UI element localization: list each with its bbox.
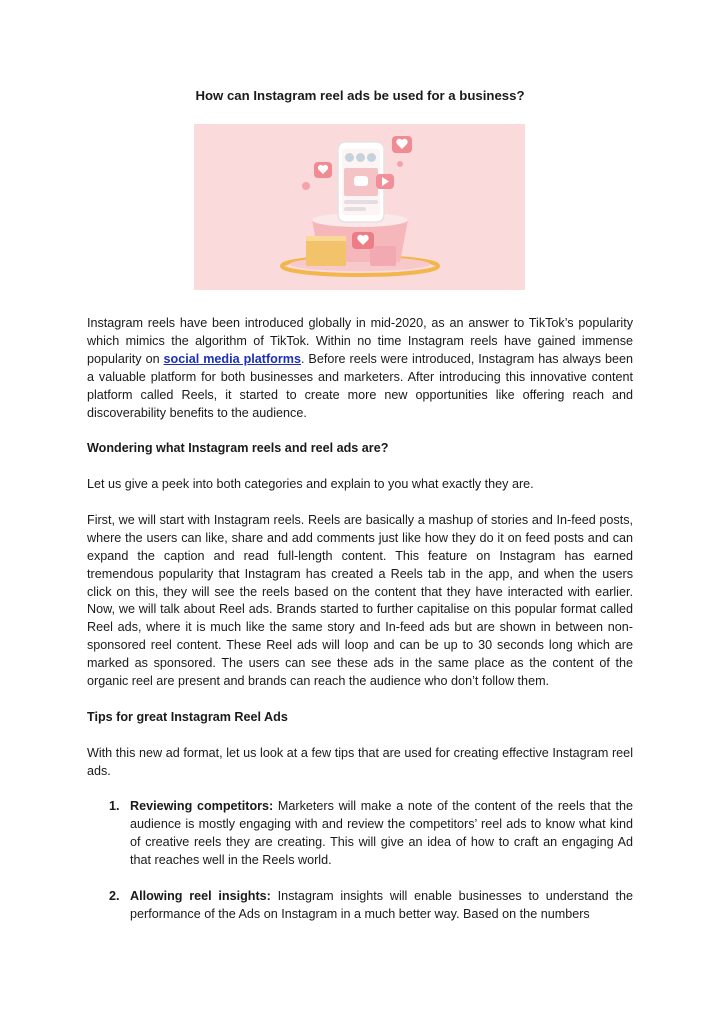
hero-svg: [194, 124, 525, 290]
tip-number: 2.: [109, 888, 120, 903]
pink-box-right: [370, 246, 396, 266]
tips-list: [109, 798, 633, 923]
section-heading-tips: Tips for great Instagram Reel Ads: [87, 709, 288, 724]
play-icon: [376, 174, 394, 189]
tip-title: Reviewing competitors:: [130, 799, 274, 814]
chat-heart-icon: [352, 232, 374, 249]
article-body: [87, 315, 633, 924]
intro-text-after: . Before reels were introduced, Instagram has always been a valuable platform for both businesses and marketers. After introducing this innovative content platform called Reels, it started to create more new opportunities like offering reach and discoverability benefits to the audience.: [87, 351, 633, 420]
peek-paragraph: Let us give a peek into both categories and explain to you what exactly they are.: [87, 477, 534, 492]
tip-item: [109, 888, 633, 924]
intro-paragraph: [87, 315, 633, 422]
tip-number: 1.: [109, 799, 120, 814]
tip-title: Allowing reel insights:: [130, 888, 271, 903]
hero-illustration: [194, 124, 525, 290]
page-title: How can Instagram reel ads be used for a business?: [195, 88, 525, 103]
social-media-platforms-link[interactable]: social media platforms: [163, 351, 301, 366]
reels-paragraph: First, we will start with Instagram reels. Reels are basically a mashup of stories and In-feed posts, where the users can like, share and add comments just like how they do it on feed posts and can expand the caption and read full-length content. This feature on Instagram has earned tremendous popularity that Instagram has created a Reels tab in the app, and when the users click on this, they will see the reels based on the content that they have interacted with earlier. Now, we will talk about Reel ads. Brands started to further capitalise on this popular format called Reel ads, where it is much like the same story and In-feed ads but are shown in between non-sponsored reel content. These Reel ads will loop and can be up to 30 seconds long which are marked as sponsored. The users can see these ads in the same place as the content of the organic reel are present and brands can reach the audience who don’t follow them.: [87, 512, 633, 689]
section-heading-reels: Wondering what Instagram reels and reel ads are?: [87, 441, 389, 456]
tips-intro-paragraph: With this new ad format, let us look at a few tips that are used for creating effective Instagram reel ads.: [87, 745, 633, 778]
tip-text: Instagram insights will enable businesses to understand the performance of the Ads on Instagram in a much better way. Based on the numbers: [130, 888, 634, 921]
heart-icon-left: [314, 162, 332, 178]
tip-text: Marketers will make a note of the content of the reels that the audience is mostly engaging with and review the competitors’ reel ads to know what kind of creative reels they are creating. This will give an idea of how to craft an engaging Ad that reaches well in the Reels world.: [130, 799, 633, 868]
intro-text-before: Instagram reels have been introduced globally in mid-2020, as an answer to TikTok’s popularity which mimics the algorithm of TikTok. Within no time Instagram reels have gained immense popularity on: [87, 316, 633, 366]
tip-item: [109, 798, 633, 870]
heart-icon: [392, 136, 412, 153]
